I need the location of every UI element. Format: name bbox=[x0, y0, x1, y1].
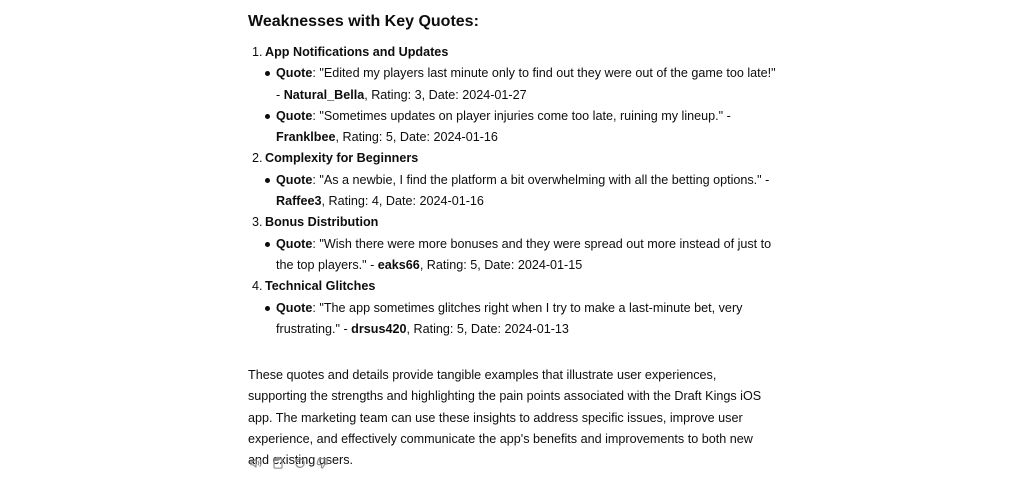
thumbs-down-icon bbox=[315, 456, 329, 470]
speaker-icon bbox=[249, 456, 263, 470]
weakness-title: Complexity for Beginners bbox=[265, 151, 419, 166]
refresh-icon bbox=[293, 456, 307, 470]
quote-user: Raffee3 bbox=[276, 194, 322, 209]
quote-text: : "The app sometimes glitches right when I try to make a last-minute bet, very frustrating." - bbox=[276, 300, 743, 336]
weakness-item bbox=[265, 42, 788, 148]
weakness-title: App Notifications and Updates bbox=[265, 45, 449, 59]
quote-user: drsus420 bbox=[351, 321, 407, 336]
quote-meta: , Rating: 4, Date: 2024-01-16 bbox=[321, 194, 484, 209]
weakness-item bbox=[265, 212, 788, 276]
section-heading: Weaknesses with Key Quotes: bbox=[248, 13, 479, 30]
quote-text: : "Edited my players last minute only to find out they were out of the game too late!" - bbox=[276, 66, 776, 102]
quote-label: Quote bbox=[276, 236, 313, 251]
quote-label: Quote bbox=[276, 66, 313, 81]
message-content bbox=[248, 0, 788, 468]
summary-paragraph: These quotes and details provide tangible examples that illustrate user experiences, supporting the strengths and highlighting the pain points associated with the Draft Kings iOS app. The marketing team can use these insights to address specific issues, improve user experience, and effectively communicate the app's benefits and improvements to both new and existing users. bbox=[248, 368, 762, 468]
quote-label: Quote bbox=[276, 172, 313, 187]
quote-item bbox=[276, 298, 788, 341]
message-actions bbox=[248, 455, 329, 470]
copy-button[interactable] bbox=[270, 455, 285, 470]
quote-item bbox=[276, 170, 788, 213]
quote-text: : "Sometimes updates on player injuries come too late, ruining my lineup." - bbox=[312, 108, 731, 123]
quote-user: Franklbee bbox=[276, 130, 336, 145]
quote-item bbox=[276, 63, 788, 106]
dislike-button[interactable] bbox=[314, 455, 329, 470]
quote-label: Quote bbox=[276, 300, 313, 315]
quote-meta: , Rating: 5, Date: 2024-01-13 bbox=[406, 321, 569, 336]
weakness-title: Bonus Distribution bbox=[265, 215, 379, 230]
weakness-item bbox=[265, 276, 788, 340]
quote-item bbox=[276, 234, 788, 277]
quote-list bbox=[265, 234, 788, 277]
weaknesses-list bbox=[248, 42, 788, 340]
weakness-title: Technical Glitches bbox=[265, 279, 376, 294]
quote-list bbox=[265, 170, 788, 213]
quote-meta: , Rating: 5, Date: 2024-01-16 bbox=[335, 130, 498, 145]
quote-list bbox=[265, 298, 788, 341]
quote-text: : "As a newbie, I find the platform a bit overwhelming with all the betting options." - bbox=[312, 172, 770, 187]
quote-list bbox=[265, 63, 788, 148]
quote-meta: , Rating: 3, Date: 2024-01-27 bbox=[364, 87, 527, 102]
quote-user: eaks66 bbox=[377, 257, 420, 272]
quote-item bbox=[276, 106, 788, 149]
read-aloud-button[interactable] bbox=[248, 455, 263, 470]
quote-label: Quote bbox=[276, 108, 313, 123]
clipboard-icon bbox=[271, 456, 285, 470]
regenerate-button[interactable] bbox=[292, 455, 307, 470]
quote-text: : "Wish there were more bonuses and they were spread out more instead of just to the top players." - bbox=[276, 236, 772, 272]
quote-meta: , Rating: 5, Date: 2024-01-15 bbox=[419, 257, 583, 272]
weakness-item bbox=[265, 148, 788, 212]
quote-user: Natural_Bella bbox=[283, 87, 365, 102]
